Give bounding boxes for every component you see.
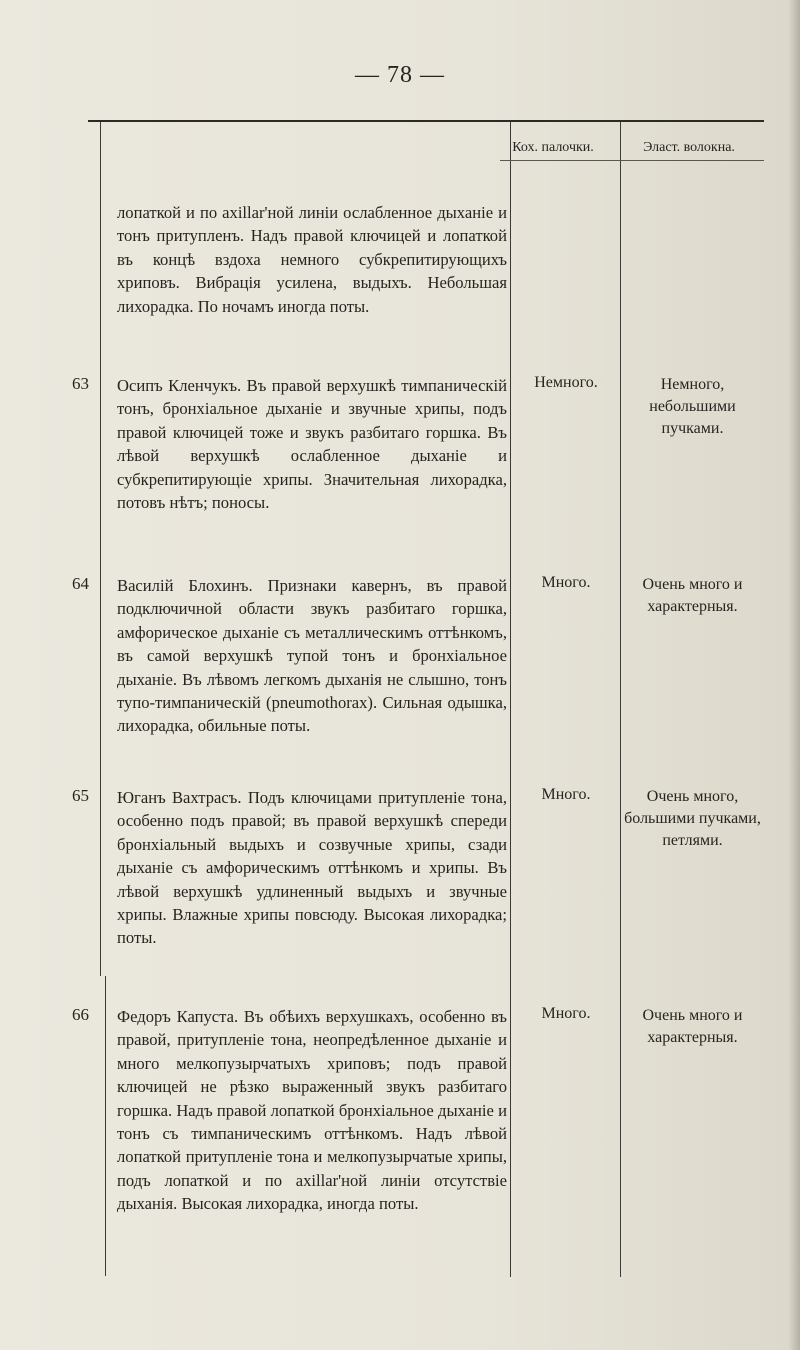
table-top-rule xyxy=(88,120,764,122)
left-column-rule-lower xyxy=(105,976,106,1276)
case-number: 63 xyxy=(72,374,89,393)
column-header-elast: Эласт. волокна. xyxy=(643,140,735,155)
case-text: Василій Блохинъ. Признаки кавернъ, въ правой подключичной области звукъ разбитаго горшка, амфорическое дыханіе съ металлическимъ оттѣнкомъ, въ самой верхушкѣ тупой тонъ и бронхіальное дыханіе. Въ лѣвомъ легкомъ дыханія не слышно, тонъ тупо-тимпаническій (pneumothorax). Сильная одышка, лихорадка, обильные поты. xyxy=(117,576,507,736)
page-number: — 78 — xyxy=(355,62,445,88)
case-elast-value: Очень много, большими пучками, петлями. xyxy=(624,788,761,849)
case-koch-value: Много. xyxy=(541,574,591,591)
koch-column-rule xyxy=(510,122,511,1277)
continuation-text: лопаткой и по axillar'ной линіи ослабленное дыханіе и тонъ притупленъ. Надъ правой ключицей и лопаткой въ концѣ вздоха немного субкрепитирующихъ хриповъ. Вибрація усилена, выдыхъ. Небольшая лихорадка. По ночамъ иногда поты. xyxy=(117,203,507,316)
case-description xyxy=(117,786,507,950)
case-text: Федоръ Капуста. Въ обѣихъ верхушкахъ, особенно въ правой, притупленіе тона, неопредѣленное дыханіе и много мелкопузырчатыхъ хриповъ; подъ правой ключицей не рѣзко выраженный звукъ разбитаго горшка. Надъ правой лопаткой бронхіальное дыханіе и тонъ съ тимпаническимъ оттѣнкомъ. Надъ лѣвой лопаткой притупленіе тона и мелкопузырчатые хрипы, подъ лопаткой и по axillar'ной линіи отсутствіе дыханія. Высокая лихорадка, иногда поты. xyxy=(117,1007,507,1214)
case-description xyxy=(117,1005,507,1216)
case-number: 64 xyxy=(72,574,89,593)
column-header-koch: Кох. палочки. xyxy=(512,140,594,155)
case-description xyxy=(117,374,507,514)
case-text: Осипъ Кленчукъ. Въ правой верхушкѣ тимпаническій тонъ, бронхіальное дыханіе и звучные хрипы, подъ правой ключицей тоже и звукъ разбитаго горшка. Въ лѣвой верхушкѣ ослабленное дыханіе и субкрепитирующіе хрипы. Значительная лихорадка, потовъ нѣтъ; поносы. xyxy=(117,376,507,513)
case-koch-value: Много. xyxy=(541,1005,591,1022)
page-edge-shadow xyxy=(788,0,800,1350)
case-elast-value: Очень много и характерныя. xyxy=(642,1007,743,1046)
case-koch-value: Немного. xyxy=(534,374,598,391)
continuation-text-block xyxy=(117,201,507,318)
left-column-rule xyxy=(100,122,101,976)
case-description xyxy=(117,574,507,738)
header-underline xyxy=(500,160,764,161)
case-koch-value: Много. xyxy=(541,786,591,803)
case-number: 65 xyxy=(72,786,89,805)
case-text: Юганъ Вахтрасъ. Подъ ключицами притупленіе тона, особенно подъ правой; въ правой верхушкѣ спереди бронхіальный выдыхъ и созвучные хрипы, сзади дыханіе съ амфорическимъ оттѣнкомъ и хрипы. Въ лѣвой верхушкѣ удлиненный выдыхъ и звучные хрипы. Влажные хрипы повсюду. Высокая лихорадка; поты. xyxy=(117,788,507,948)
case-number: 66 xyxy=(72,1005,89,1024)
case-elast-value: Очень много и характерныя. xyxy=(642,576,743,615)
elast-column-rule xyxy=(620,122,621,1277)
case-elast-value: Немного, небольшими пучками. xyxy=(649,376,736,437)
